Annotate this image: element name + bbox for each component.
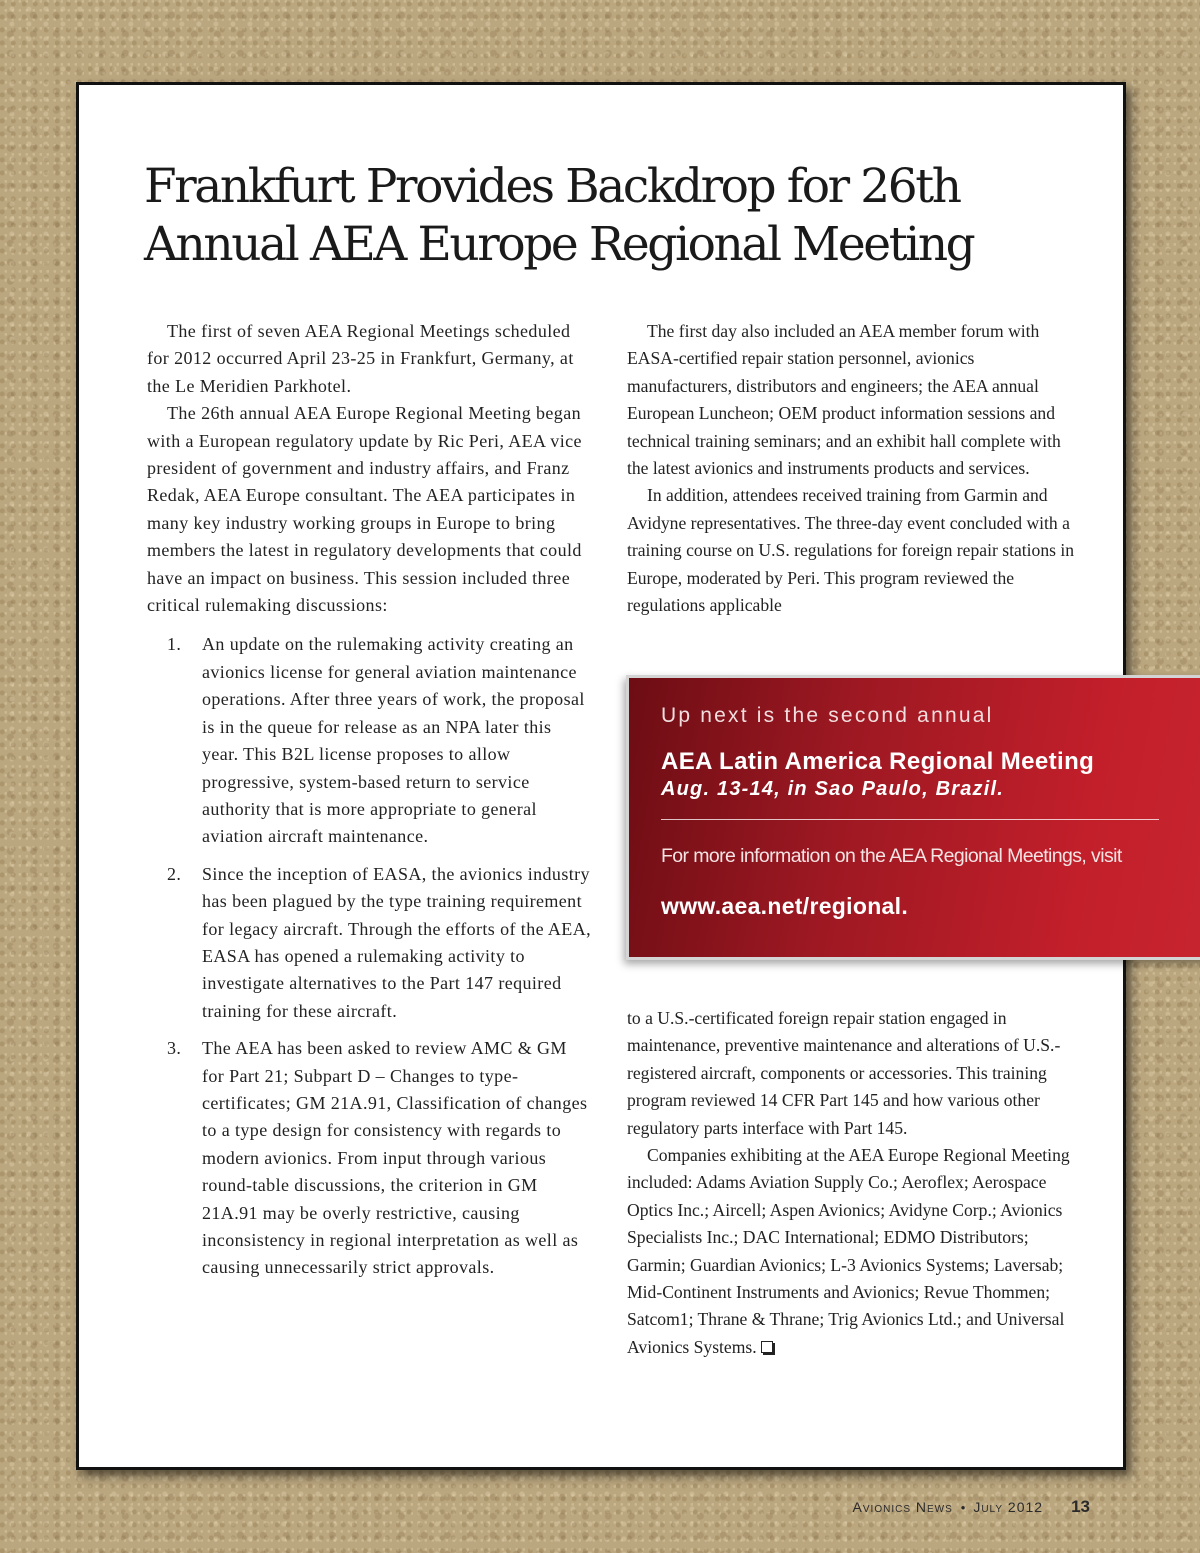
- page-footer: [853, 1497, 1090, 1517]
- callout-divider: [661, 819, 1159, 820]
- exhibitors-text: Companies exhibiting at the AEA Europe Regional Meeting included: Adams Aviation Supply Co.; Aeroflex; Aerospace Optics Inc.; Aircell; Aspen Avionics; Avidyne Corp.; Avionics Specialists Inc.; DAC International; EDMO Distributors; Garmin; Guardian Avionics; L-3 Avionics Systems; Laversab; Mid-Continent Instruments and Avionics; Revue Thommen; Satcom1; Thrane & Thrane; Trig Avionics Ltd.; and Universal Avionics Systems.: [627, 1145, 1070, 1357]
- list-item-number: 3.: [167, 1038, 182, 1059]
- headline-line-1: Frankfurt Provides Backdrop for 26th: [144, 159, 960, 214]
- regional-meeting-callout: [626, 675, 1200, 960]
- headline-line-2: Annual AEA Europe Regional Meeting: [144, 217, 974, 272]
- callout-info-text: For more information on the AEA Regional Meetings, visit: [661, 845, 1122, 867]
- callout-event-date: Aug. 13-14, in Sao Paulo, Brazil.: [661, 778, 1005, 800]
- list-item-number: 1.: [167, 634, 182, 655]
- list-item-text: An update on the rulemaking activity creating an avionics license for general aviation maintenance operations. After three years of work, the proposal is in the queue for release as an NPA later this year. This B2L license proposes to allow progressive, system-based return to service authority that is more appropriate to general aviation aircraft maintenance.: [202, 634, 585, 847]
- rulemaking-list: [147, 631, 592, 1281]
- right-column-top: [627, 318, 1082, 619]
- body-paragraph: The 26th annual AEA Europe Regional Meeting began with a European regulatory update by Ric Peri, AEA vice president of government and industry affairs, and Franz Redak, AEA Europe consultant. The AEA participates in many key industry working groups in Europe to bring members the latest in regulatory developments that could have an impact on business. This session included three critical rulemaking discussions:: [147, 403, 582, 616]
- body-paragraph-continued: to a U.S.-certificated foreign repair station engaged in maintenance, preventive maintenance and alterations of U.S.-registered aircraft, components or accessories. This training program reviewed 14 CFR Part 145 and how various other regulatory parts interface with Part 145.: [627, 1008, 1061, 1138]
- article-headline: [144, 158, 1044, 274]
- body-paragraph: The first day also included an AEA member forum with EASA-certified repair station personnel, avionics manufacturers, distributors and engineers; the AEA annual European Luncheon; OEM product information sessions and technical training seminars; and an exhibit hall complete with the latest avionics and instruments products and services.: [627, 321, 1061, 479]
- callout-event-title: AEA Latin America Regional Meeting: [661, 748, 1095, 775]
- list-item: [147, 631, 592, 850]
- end-of-article-icon: [761, 1341, 773, 1353]
- issue-date: July 2012: [973, 1499, 1044, 1515]
- page-number: 13: [1071, 1497, 1090, 1516]
- body-paragraph: In addition, attendees received training from Garmin and Avidyne representatives. The three-day event concluded with a training course on U.S. regulations for foreign repair stations in Europe, moderated by Peri. This program reviewed the regulations applicable: [627, 485, 1075, 616]
- list-item: [147, 1035, 592, 1282]
- magazine-name: Avionics News: [852, 1499, 953, 1515]
- list-item: [147, 861, 592, 1025]
- right-column-bottom: [627, 1005, 1082, 1361]
- body-paragraph: The first of seven AEA Regional Meetings scheduled for 2012 occurred April 23-25 in Frankfurt, Germany, at the Le Meridien Parkhotel.: [147, 321, 574, 396]
- footer-separator: •: [960, 1500, 966, 1515]
- body-paragraph: [627, 1142, 1082, 1361]
- left-column: [147, 318, 592, 1292]
- list-item-text: Since the inception of EASA, the avionics industry has been plagued by the type training requirement for legacy aircraft. Through the efforts of the AEA, EASA has opened a rulemaking activity to investigate alternatives to the Part 147 required training for these aircraft.: [202, 863, 591, 1021]
- callout-url-link[interactable]: www.aea.net/regional.: [661, 893, 909, 919]
- list-item-text: The AEA has been asked to review AMC & GM for Part 21; Subpart D – Changes to type-certificates; GM 21A.91, Classification of changes to a type design for consistency with regards to modern avionics. From input through various round-table discussions, the criterion in GM 21A.91 may be overly restrictive, causing inconsistency in regional interpretation as well as causing unnecessarily strict approvals.: [202, 1038, 588, 1278]
- callout-lead: Up next is the second annual: [661, 704, 994, 727]
- list-item-number: 2.: [167, 863, 182, 884]
